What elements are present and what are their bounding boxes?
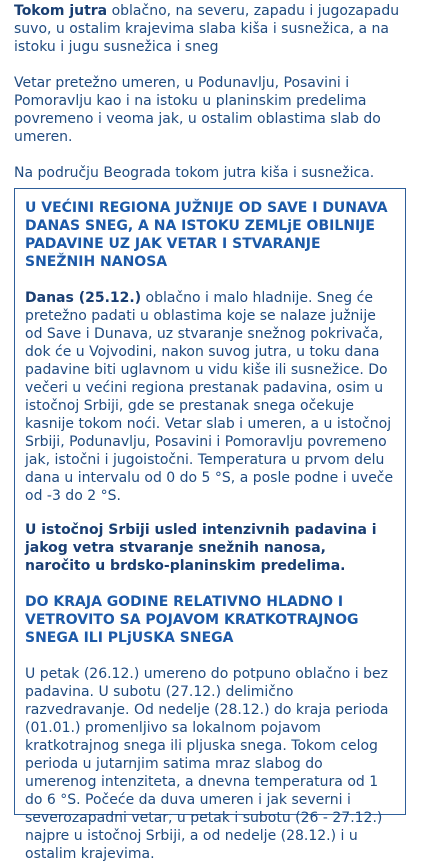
intro-paragraph-wind: Vetar pretežno umeren, u Podunavlju, Posavini i Pomoravlju kao i na istoku u planinskim predelima povremeno i veoma jak, u ostalim oblastima slab do umeren. (14, 75, 381, 145)
outlook-text: U petak (26.12.) umereno do potpuno oblačno i bez padavina. U subotu (27.12.) delimično razvedravanje. Od nedelje (28.12.) do kraja perioda (01.01.) promenljivo sa lokalnom pojavom kratkotrajnog snega ili pljuska snega. Tokom celog perioda u jutarnjim satima mraz slabog do umerenog intenziteta, a dnevna temperatura od 1 do 6 °S. Počeće da duva umeren i jak severni i severozapadni vetar, u petak i subotu (26 - 27.12.) najpre u istočnoj Srbiji, a od nedelje (28.12.) i u ostalim krajevima. (25, 666, 389, 862)
today-forecast (25, 289, 395, 505)
intro-paragraph-morning (14, 2, 428, 56)
forecast-box-title: U VEĆINI REGIONA JUŽNIJE OD SAVE I DUNAVA DANAS SNEG, A NA ISTOKU ZEMLjE OBILNIJE PADAVINE UZ JAK VETAR I STVARANJE SNEŽNIH NANOSA (25, 200, 388, 270)
today-text: oblačno i malo hladnije. Sneg će pretežno padati u oblastima koje se nalaze južnije od Save i Dunava, uz stvaranje snežnog pokrivača, dok će u Vojvodini, nakon suvog jutra, u toku dana padavine biti uglavnom u vidu kiše ili susnežice. Do večeri u većini regiona prestanak padavina, osim u istočnoj Srbiji, gde se prestanak snega očekuje kasnije tokom noći. Vetar slab i umeren, a u istočnoj Srbiji, Podunavlju, Posavini i Pomoravlju povremeno jak, istočni i jugoistočni. Temperatura u prvom delu dana u intervalu od 0 do 5 °S, a posle podne i uveče od -3 do 2 °S. (25, 290, 394, 504)
intro-paragraph-belgrade: Na području Beograda tokom jutra kiša i susnežica. (14, 165, 375, 181)
today-lead: Danas (25.12.) (25, 290, 142, 306)
snowdrift-warning: U istočnoj Srbiji usled intenzivnih padavina i jakog vetra stvaranje snežnih nanosa, naročito u brdsko-planinskim predelima. (25, 522, 377, 574)
outlook-heading: DO KRAJA GODINE RELATIVNO HLADNO I VETROVITO SA POJAVOM KRATKOTRAJNOG SNEGA ILI PLjUSKA SNEGA (25, 594, 359, 646)
morning-text: oblačno, na severu, zapadu i jugozapadu suvo, u ostalim krajevima slaba kiša i susnežica, a na istoku i jugu susnežica i sneg (14, 3, 400, 55)
forecast-box (14, 188, 406, 862)
morning-lead: Tokom jutra (14, 3, 108, 19)
